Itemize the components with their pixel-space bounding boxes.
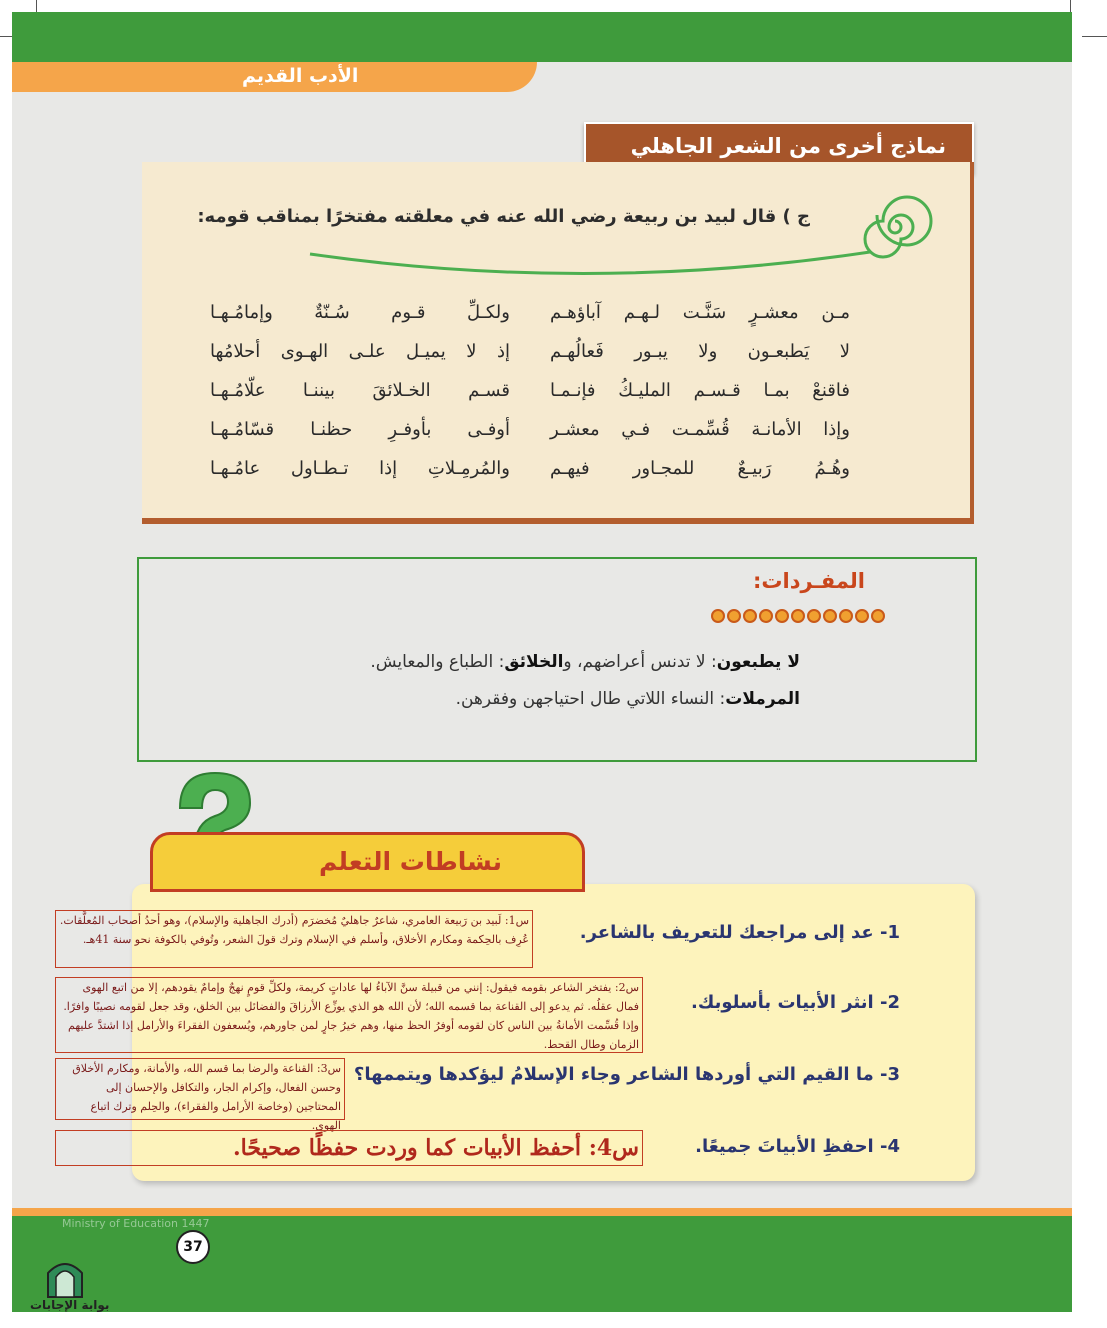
answer-box-4: س4: أحفظ الأبيات كما وردت حفظًا صحيحًا. — [55, 1130, 643, 1166]
vocabulary-line-2 — [456, 689, 800, 709]
verse-line: والمُرمِـلاتِ إذا تـطـاول عامُـهـا — [210, 458, 510, 479]
verse-line: فاقنعْ بمـا قـسـم المليـكُ فإنـمـا — [550, 380, 850, 401]
vocab-term: الخلائق — [504, 652, 564, 672]
bottom-orange-strip — [12, 1208, 1072, 1216]
vocabulary-box — [137, 557, 977, 762]
vocabulary-title: المفـردات: — [753, 569, 865, 593]
verse-line: ولكـلِّ قـوم سُـنّةٌ وإمامُـهـا — [210, 302, 510, 323]
answer-box-2: س2: يفتخر الشاعر بقومه فيقول: إنني من قبيلة سنَّ الآباءُ لها عاداتٍ كريمة، ولكلِّ قومٍ نهجٌ وإمامٌ يقودهم، إلا من اتبع الهوى فمال عقلُه. ثم يدعو إلى القناعة بما قسمه الله؛ لأن الله هو الذي يوزِّع الأرزاقَ والفضائل بين الخلق، وقد جعل لقومه نصيبًا وافرًا. وإذا قُسِّمت الأمانةُ بين الناس كان لقومه أوفرُ الحظ منها، وهم خيرُ جارٍ لمن جاورهم، ويُسعفون الفقراءَ والأرامل إذا اشتدَّ عليهم الزمان وطال القحط. — [55, 977, 643, 1053]
verse-line: أوفـى بأوفـرِ حظنـا قسّامُـهـا — [210, 419, 510, 440]
crop-mark — [1082, 36, 1107, 37]
vocab-term: لا يطبعون — [716, 652, 800, 672]
poem-card — [142, 162, 974, 524]
activities-banner — [150, 832, 585, 892]
activity-question-3: 3- ما القيم التي أوردها الشاعر وجاء الإسلامُ ليؤكدها ويتممها؟ — [353, 1064, 900, 1085]
top-green-band — [12, 12, 1072, 62]
section-header-tab — [12, 62, 537, 92]
activity-question-1: 1- عد إلى مراجعك للتعريف بالشاعر. — [579, 922, 900, 943]
page-number: 37 — [176, 1230, 210, 1264]
verse-line: وإذا الأمانـة قُسِّمـت فـي معشـر — [550, 419, 850, 440]
textbook-page — [12, 12, 1072, 1312]
section-title: الأدب القديم — [242, 65, 359, 87]
activities-title: نشاطات التعلم — [318, 847, 502, 876]
vocabulary-line-1 — [370, 652, 800, 672]
verse-line: قسـم الخـلائقَ بيننـا علّامُـهـا — [210, 380, 510, 401]
verse-line: وهُـمُ رَبيـعٌ للمجـاور فيهـم — [550, 458, 850, 479]
ministry-watermark: Ministry of Education 1447 — [62, 1217, 210, 1230]
beads-ornament-icon — [711, 609, 885, 623]
verse-line: لا يَطبعـون ولا يبـور فَعالُهـم — [550, 341, 850, 362]
verse-column-right — [550, 302, 850, 497]
answer-box-3: س3: القناعة والرضا بما قسم الله، والأمانة، ومكارم الأخلاق وحسن الفعال، وإكرام الجار، والتكافل والإحسان إلى المحتاجين (وخاصة الأرامل والفقراء)، والحِلم وترك اتباع الهوى. — [55, 1058, 345, 1120]
lesson-title: نماذج أخرى من الشعر الجاهلي — [630, 134, 946, 158]
vocab-term: المرملات — [725, 689, 800, 709]
activity-question-2: 2- انثر الأبيات بأسلوبك. — [690, 992, 900, 1013]
vocab-definition: : لا تدنس أعراضهم، و — [563, 652, 717, 672]
vocab-definition: : الطباع والمعايش. — [370, 652, 505, 672]
verse-line: مـن معشـرٍ سَنَّـت لـهـم آباؤهـم — [550, 302, 850, 323]
verse-column-left — [210, 302, 510, 497]
poem-intro: ج ) قال لبيد بن ربيعة رضي الله عنه في معلقته مفتخرًا بمناقب قومه: — [197, 206, 810, 227]
answer-box-1: س1: لَبيد بن رَبيعة العامري، شاعرٌ جاهليٌ مُخضرَم (أدرك الجاهلية والإسلام)، وهو أحدُ أصحاب المُعلَّقات. عُرِف بالحِكمة ومكارم الأخلاق، وأسلم في الإسلام وترك قولَ الشعر، وتُوفي بالكوفة نحو سنة 41هـ. — [55, 910, 533, 968]
activity-question-4: 4- احفظِ الأبياتَ جميعًا. — [695, 1136, 900, 1157]
site-logo-text: بوابة الإجابات — [30, 1298, 110, 1312]
swoosh-ornament-icon — [310, 244, 870, 284]
verse-line: إذ لا يميـل علـى الهـوى أحلامُها — [210, 341, 510, 362]
site-logo-icon — [44, 1255, 86, 1299]
vocab-definition: : النساء اللاتي طال احتياجهن وفقرهن. — [455, 689, 726, 709]
